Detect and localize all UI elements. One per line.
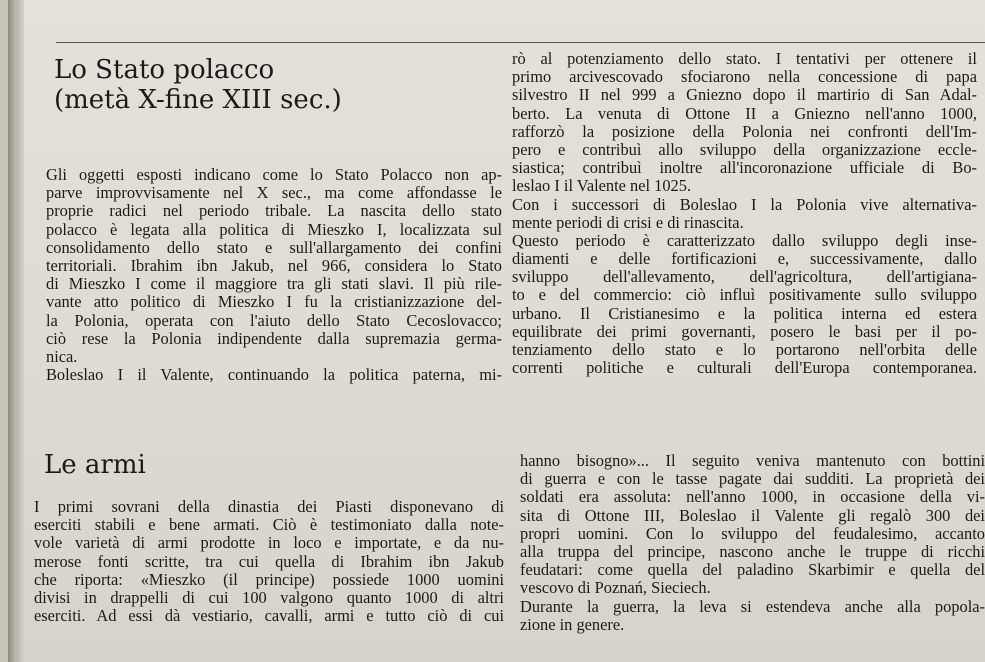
text-line: alla truppa del principe, nascono anche le truppe di ricchi — [520, 541, 985, 561]
text-line: Con i successori di Boleslao I la Polonia vive alternativa- — [512, 194, 977, 214]
text-line: berto. La venuta di Ottone II a Gniezno nell'anno 1000, — [512, 103, 977, 123]
text-line: proprie radici nel periodo tribale. La nascita dello stato — [46, 201, 502, 221]
text-line: silvestro II nel 999 a Gniezno dopo il martirio di San Adal- — [512, 85, 977, 105]
section-title-armi: Le armi — [44, 450, 146, 480]
text-line: urbano. Il Cristianesimo e la politica interna ed estera — [512, 303, 977, 323]
text-line: siastica; contribuì inoltre all'incoronazione ufficiale di Bo- — [512, 158, 977, 178]
text-line: Durante la guerra, la leva si estendeva anche alla popola- — [520, 596, 985, 616]
text-line: diamenti e delle fortificazioni e, successivamente, dallo — [512, 249, 977, 269]
text-line: leslao I il Valente nel 1025. — [512, 176, 692, 196]
text-line: consolidamento dello stato e sull'allargamento dei confini — [46, 237, 502, 257]
text-line: vante atto politico di Mieszko I fu la cristianizzazione del- — [46, 292, 502, 312]
text-line: eserciti. Ad essi dà vestiario, cavalli, armi e tutto ciò di cui — [34, 606, 504, 626]
text-line: mente periodi di crisi e di rinascita. — [512, 212, 744, 232]
text-column-2 — [512, 50, 977, 377]
text-line: to e del commercio: ciò influì positivamente sullo sviluppo — [512, 285, 977, 305]
text-line: vole varietà di armi prodotte in loco e importate, e da nu- — [34, 533, 504, 553]
text-line: propri uomini. Con lo sviluppo del feudalesimo, accanto — [520, 523, 985, 543]
text-line: soldati era assoluta: nell'anno 1000, in occasione della vi- — [520, 487, 985, 507]
text-line: vescovo di Poznań, Sieciech. — [520, 578, 711, 598]
text-line: rafforzò la posizione della Polonia nei confronti dell'Im- — [512, 121, 977, 141]
text-line: di guerra e con le tasse pagate dai sudditi. La proprietà dei — [520, 469, 985, 489]
text-line: sviluppo dell'allevamento, dell'agricoltura, dell'artigiana- — [512, 267, 977, 287]
text-line: eserciti stabili e bene armati. Ciò è testimoniato dalla note- — [34, 515, 504, 535]
text-line: Questo periodo è caratterizzato dallo sviluppo degli inse- — [512, 230, 977, 250]
text-line: che riporta: «Mieszko (il principe) possiede 1000 uomini — [34, 569, 504, 589]
text-line: ciò rese la Polonia indipendente dalla supremazia germa- — [46, 328, 502, 348]
text-line: I primi sovrani della dinastia dei Piasti disponevano di — [34, 497, 504, 516]
text-line: la Polonia, operata con l'aiuto dello Stato Cecoslovacco; — [46, 310, 502, 330]
text-line: Gli oggetti esposti indicano come lo Stato Polacco non ap- — [46, 165, 502, 184]
text-line: merose fonti scritte, tra cui quella di Ibrahim ibn Jakub — [34, 551, 504, 571]
text-column-4 — [520, 452, 985, 634]
text-line: tenziamento dello stato e lo portarono nell'orbita delle — [512, 340, 977, 359]
top-rule — [56, 42, 985, 43]
text-line: correnti politiche e culturali dell'Europa contemporanea. — [512, 358, 977, 378]
text-line: polacco è legata alla politica di Mieszko I, localizzata sul — [46, 219, 502, 239]
text-column-1 — [46, 166, 502, 384]
text-line: parve improvvisamente nel X sec., ma come affondasse le — [46, 183, 502, 203]
text-line: Boleslao I il Valente, continuando la politica paterna, mi- — [46, 365, 502, 385]
text-line: rò al potenziamento dello stato. I tentativi per ottenere il — [512, 49, 977, 68]
section-title-stato-polacco — [54, 55, 342, 115]
text-column-3 — [34, 498, 504, 625]
text-line: di Mieszko I come il maggiore tra gli stati slavi. Il più rile- — [46, 274, 502, 294]
book-page — [8, 0, 985, 662]
text-line: feudatari: come quella del paladino Skarbimir e quella del — [520, 560, 985, 580]
text-line: pero e contribuì allo sviluppo della organizzazione eccle- — [512, 139, 977, 159]
book-spine — [8, 0, 24, 662]
text-line: nica. — [46, 346, 78, 366]
text-line: equilibrate dei primi governanti, posero le basi per il po- — [512, 321, 977, 341]
section-title-line-2: (metà X-fine XIII sec.) — [54, 85, 342, 115]
section-title-line-1: Lo Stato polacco — [54, 55, 275, 85]
text-line: zione in genere. — [520, 614, 625, 634]
text-line: territoriali. Ibrahim ibn Jakub, nel 966, considera lo Stato — [46, 255, 502, 275]
text-line: primo arcivescovado sfociarono nella concessione di papa — [512, 67, 977, 87]
text-line: sita di Ottone III, Boleslao il Valente gli regalò 300 dei — [520, 505, 985, 525]
text-line: divisi in drappelli di cui 100 valgono quanto 1000 di altri — [34, 587, 504, 607]
text-line: hanno bisogno»... Il seguito veniva mantenuto con bottini — [520, 451, 985, 470]
